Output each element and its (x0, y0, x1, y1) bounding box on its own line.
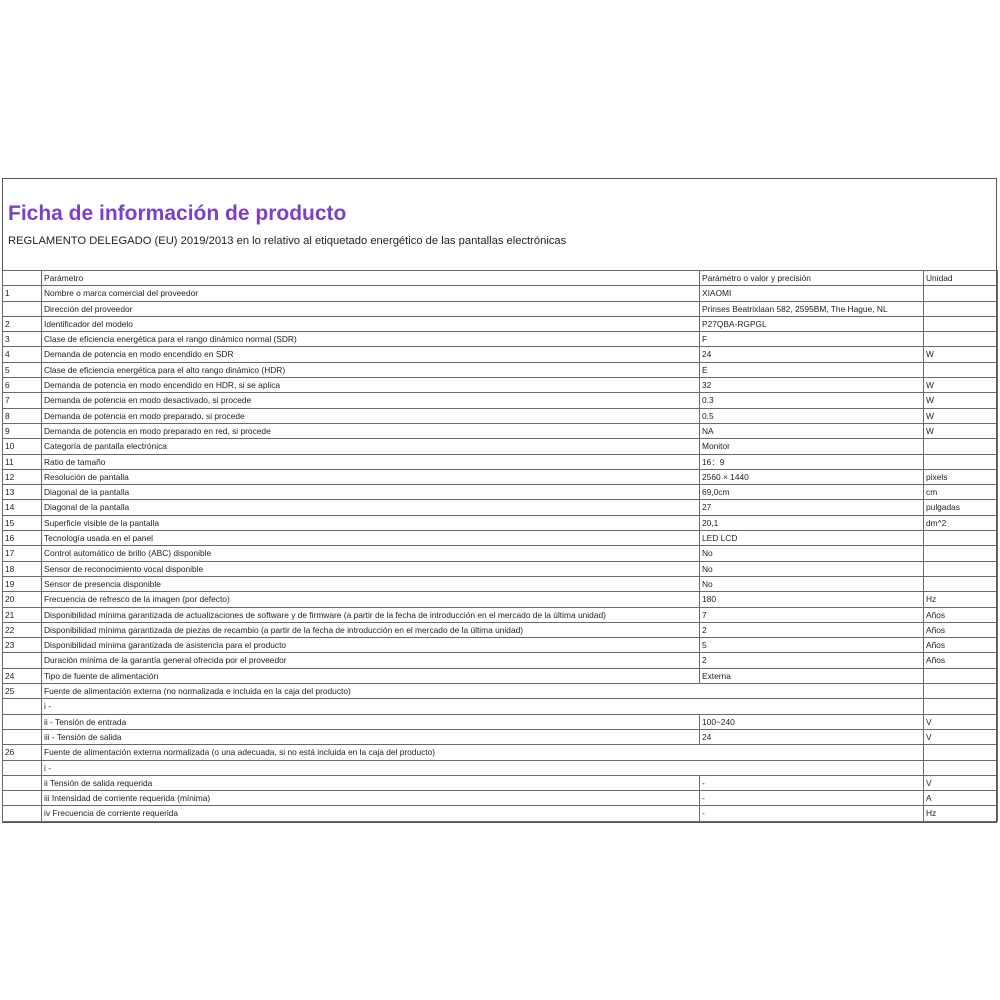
row-parameter: Diagonal de la pantalla (42, 485, 700, 500)
row-unit: pixels (924, 469, 998, 484)
row-value: NA (700, 423, 924, 438)
table-row (3, 286, 998, 301)
row-parameter: Resolución de pantalla (42, 469, 700, 484)
row-number: 17 (3, 546, 42, 561)
table-row (3, 531, 998, 546)
table-row (3, 454, 998, 469)
table-row (3, 316, 998, 331)
row-parameter: iii Intensidad de corriente requerida (mínima) (42, 791, 700, 806)
table-row (3, 622, 998, 637)
row-parameter: Fuente de alimentación externa normalizada (o una adecuada, si no está incluida en la caja del producto) (42, 745, 924, 760)
row-parameter: Duración mínima de la garantía general ofrecida por el proveedor (42, 653, 700, 668)
row-number: 16 (3, 531, 42, 546)
row-unit: W (924, 393, 998, 408)
row-value: - (700, 775, 924, 790)
row-number: 23 (3, 638, 42, 653)
row-parameter: Dirección del proveedor (42, 301, 700, 316)
row-unit: Años (924, 622, 998, 637)
row-number: 24 (3, 668, 42, 683)
row-number: 19 (3, 576, 42, 591)
row-value: 32 (700, 378, 924, 393)
row-unit (924, 286, 998, 301)
row-value: 16：9 (700, 454, 924, 469)
row-unit: Años (924, 653, 998, 668)
row-value: 0.3 (700, 393, 924, 408)
row-number (3, 729, 42, 744)
row-number (3, 714, 42, 729)
row-parameter: Identificador del modelo (42, 316, 700, 331)
row-unit (924, 668, 998, 683)
row-unit (924, 546, 998, 561)
row-value: 2 (700, 653, 924, 668)
table-row (3, 668, 998, 683)
row-parameter: Sensor de presencia disponible (42, 576, 700, 591)
row-unit: W (924, 423, 998, 438)
row-unit (924, 699, 998, 714)
row-value: 100~240 (700, 714, 924, 729)
row-unit (924, 760, 998, 775)
row-parameter: Demanda de potencia en modo encendido en SDR (42, 347, 700, 362)
row-value: 27 (700, 500, 924, 515)
table-row (3, 485, 998, 500)
row-parameter: iii - Tensión de salida (42, 729, 700, 744)
row-value: 24 (700, 729, 924, 744)
row-value: No (700, 546, 924, 561)
row-unit: V (924, 714, 998, 729)
row-value: Monitor (700, 439, 924, 454)
row-value: Prinses Beatrixlaan 582, 2595BM, The Hague, NL (700, 301, 924, 316)
table-row (3, 699, 998, 714)
header-value: Parámetro o valor y precisión (700, 271, 924, 286)
row-unit: pulgadas (924, 500, 998, 515)
row-number: 10 (3, 439, 42, 454)
row-unit: cm (924, 485, 998, 500)
row-unit (924, 332, 998, 347)
row-unit (924, 531, 998, 546)
regulation-subtitle: REGLAMENTO DELEGADO (EU) 2019/2013 en lo relativo al etiquetado energético de las pantallas electrónicas (8, 235, 567, 247)
row-parameter: Disponibilidad mínima garantizada de actualizaciones de software y de firmware (a partir de la fecha de introducción en el mercado de la última unidad) (42, 607, 700, 622)
row-number: 22 (3, 622, 42, 637)
row-number: 8 (3, 408, 42, 423)
row-value: 180 (700, 592, 924, 607)
row-parameter: Disponibilidad mínima garantizada de asistencia para el producto (42, 638, 700, 653)
row-parameter: Diagonal de la pantalla (42, 500, 700, 515)
row-parameter: Tipo de fuente de alimentación (42, 668, 700, 683)
row-unit (924, 301, 998, 316)
row-number: 5 (3, 362, 42, 377)
row-number: 25 (3, 684, 42, 699)
row-value: No (700, 561, 924, 576)
header-num (3, 271, 42, 286)
product-information-sheet (2, 178, 997, 823)
row-parameter: iv Frecuencia de corriente requerida (42, 806, 700, 821)
row-value: 24 (700, 347, 924, 362)
row-parameter: Superficie visible de la pantalla (42, 515, 700, 530)
row-unit: W (924, 378, 998, 393)
row-value: 69,0cm (700, 485, 924, 500)
row-parameter: Fuente de alimentación externa (no normalizada e incluida en la caja del producto) (42, 684, 924, 699)
row-value: P27QBA-RGPGL (700, 316, 924, 331)
row-number: 6 (3, 378, 42, 393)
row-value: 7 (700, 607, 924, 622)
row-value: - (700, 791, 924, 806)
header-unit: Unidad (924, 271, 998, 286)
document-title: Ficha de información de producto (8, 202, 347, 225)
row-number (3, 806, 42, 821)
row-parameter: Clase de eficiencia energética para el rango dinámico normal (SDR) (42, 332, 700, 347)
row-number: 14 (3, 500, 42, 515)
row-value: XIAOMI (700, 286, 924, 301)
table-row (3, 775, 998, 790)
row-parameter: Demanda de potencia en modo preparado en red, si procede (42, 423, 700, 438)
row-number: 12 (3, 469, 42, 484)
row-value: 20,1 (700, 515, 924, 530)
table-row (3, 439, 998, 454)
table-row (3, 301, 998, 316)
row-number: 26 (3, 745, 42, 760)
row-number (3, 791, 42, 806)
row-unit: V (924, 729, 998, 744)
table-row (3, 653, 998, 668)
table-row (3, 638, 998, 653)
row-number: 9 (3, 423, 42, 438)
row-parameter: Categoría de pantalla electrónica (42, 439, 700, 454)
row-value: 5 (700, 638, 924, 653)
table-row (3, 791, 998, 806)
row-number: 4 (3, 347, 42, 362)
row-unit: dm^2 (924, 515, 998, 530)
row-value: - (700, 806, 924, 821)
row-value: E (700, 362, 924, 377)
row-number (3, 653, 42, 668)
row-number (3, 775, 42, 790)
row-parameter: Clase de eficiencia energética para el alto rango dinámico (HDR) (42, 362, 700, 377)
row-unit: W (924, 408, 998, 423)
row-parameter: ii - Tensión de entrada (42, 714, 700, 729)
row-parameter: Disponibilidad mínima garantizada de piezas de recambio (a partir de la fecha de introducción en el mercado de la última unidad) (42, 622, 700, 637)
row-value: Externa (700, 668, 924, 683)
row-unit: Hz (924, 592, 998, 607)
row-value: 0.5 (700, 408, 924, 423)
table-row (3, 500, 998, 515)
table-row (3, 362, 998, 377)
row-parameter: Frecuencia de refresco de la imagen (por defecto) (42, 592, 700, 607)
table-row (3, 729, 998, 744)
row-parameter: Demanda de potencia en modo preparado, si procede (42, 408, 700, 423)
table-row (3, 332, 998, 347)
row-parameter: ii Tensión de salida requerida (42, 775, 700, 790)
table-row (3, 515, 998, 530)
row-parameter: Sensor de reconocimiento vocal disponible (42, 561, 700, 576)
table-row (3, 393, 998, 408)
row-parameter: Demanda de potencia en modo encendido en HDR, si se aplica (42, 378, 700, 393)
row-number: 7 (3, 393, 42, 408)
row-number: 15 (3, 515, 42, 530)
row-unit (924, 576, 998, 591)
row-number: 20 (3, 592, 42, 607)
row-parameter: i - (42, 760, 924, 775)
table-row (3, 561, 998, 576)
row-unit (924, 439, 998, 454)
row-number: 11 (3, 454, 42, 469)
row-unit: W (924, 347, 998, 362)
table-row (3, 347, 998, 362)
row-number: 13 (3, 485, 42, 500)
row-parameter: Nombre o marca comercial del proveedor (42, 286, 700, 301)
row-number (3, 699, 42, 714)
row-value: LED LCD (700, 531, 924, 546)
table-row (3, 546, 998, 561)
table-row (3, 760, 998, 775)
row-unit (924, 316, 998, 331)
row-unit: Años (924, 638, 998, 653)
row-unit (924, 362, 998, 377)
table-row (3, 684, 998, 699)
row-unit: A (924, 791, 998, 806)
table-body (3, 271, 998, 822)
table-row (3, 592, 998, 607)
table-row (3, 469, 998, 484)
table-row (3, 576, 998, 591)
row-unit: V (924, 775, 998, 790)
product-parameters-table (2, 270, 998, 822)
row-number: 18 (3, 561, 42, 576)
row-number: 2 (3, 316, 42, 331)
table-row (3, 607, 998, 622)
table-header-row (3, 271, 998, 286)
row-value: No (700, 576, 924, 591)
row-value: F (700, 332, 924, 347)
table-row (3, 423, 998, 438)
table-row (3, 714, 998, 729)
row-number: 1 (3, 286, 42, 301)
row-number: 21 (3, 607, 42, 622)
table-row (3, 806, 998, 821)
row-unit (924, 561, 998, 576)
row-parameter: Demanda de potencia en modo desactivado, si procede (42, 393, 700, 408)
row-value: 2 (700, 622, 924, 637)
table-row (3, 745, 998, 760)
row-number: 3 (3, 332, 42, 347)
row-parameter: Control automático de brillo (ABC) disponible (42, 546, 700, 561)
row-unit (924, 454, 998, 469)
row-unit (924, 684, 998, 699)
row-unit (924, 745, 998, 760)
row-number (3, 760, 42, 775)
row-parameter: i - (42, 699, 924, 714)
row-unit: Años (924, 607, 998, 622)
table-row (3, 408, 998, 423)
row-value: 2560 × 1440 (700, 469, 924, 484)
table-row (3, 378, 998, 393)
row-number (3, 301, 42, 316)
row-parameter: Ratio de tamaño (42, 454, 700, 469)
header-parameter: Parámetro (42, 271, 700, 286)
row-unit: Hz (924, 806, 998, 821)
row-parameter: Tecnología usada en el panel (42, 531, 700, 546)
